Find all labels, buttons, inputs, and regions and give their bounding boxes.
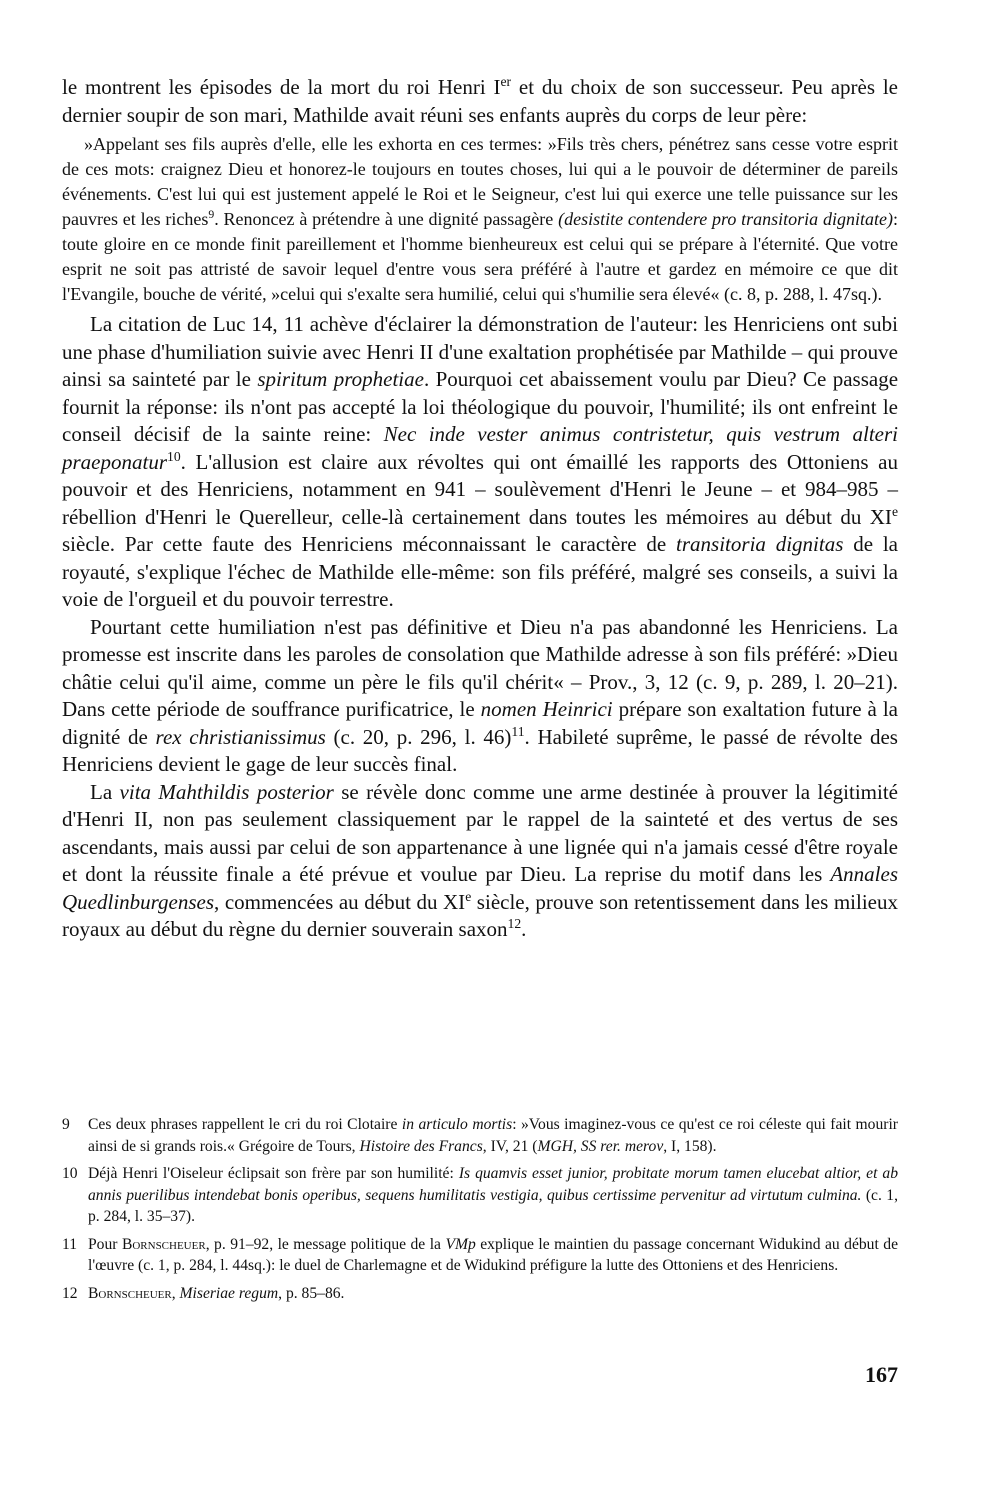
- footnote-ref-11[interactable]: 11: [511, 723, 525, 739]
- footnote-number: 12: [62, 1284, 78, 1302]
- paragraph: La vita Mahthildis posterior se révèle donc comme une arme destinée à prouver la légitimité d'Henri II, non pas seulement classiquement par le rappel de la sainteté et des vertus de ses ascendants, mais aussi par celui de son appartenance à une lignée qui n'a jamais cessé d'être royale et dont la réussite finale a été prévue et voulue par Dieu. La reprise du motif dans les Annales Quedlinburgenses, commencées au début du XIe siècle, prouve son retentissement dans les milieux royaux au début du règne du dernier souverain saxon$^{12}$.: [62, 779, 898, 941]
- footnote-10: [62, 1163, 898, 1228]
- superscript: e: [465, 888, 472, 904]
- main-text: [62, 74, 898, 944]
- footnote-text: Bornscheuer, Miseriae regum, p. 85–86.: [88, 1284, 345, 1302]
- footnote-11: [62, 1234, 898, 1277]
- superscript: er: [500, 74, 512, 89]
- footnote-9: [62, 1114, 898, 1157]
- footnote-text: Déjà Henri l'Oiseleur éclipsait son frère par son humilité: Is quamvis esset junior, probitate morum tamen elucebat altior, et ab annis puerilibus intendebat bonis operibus, sequens humilitatis vestigia, quibus certissime pervenitur ad virtutum culmina. (c. 1, p. 284, l. 35–37).: [88, 1165, 899, 1225]
- footnote-text: Ces deux phrases rappellent le cri du roi Clotaire in articulo mortis: »Vous imaginez-vous ce qu'est ce roi céleste qui fait mourir ainsi de si grands rois.« Grégoire de Tours, Histoire des Francs, IV, 21 (MGH, SS rer. merov, I, 158).: [88, 1116, 898, 1155]
- footnote-number: 9: [62, 1116, 70, 1133]
- footnote-text: Pour Bornscheuer, p. 91–92, le message politique de la VMp explique le maintien du passage concernant Widukind au début de l'œuvre (c. 1, p. 284, l. 44sq.): le duel de Charlemagne et de Widukind préfigure la lutte des Ottoniens et des Henriciens.: [88, 1235, 899, 1274]
- block-quote: »Appelant ses fils auprès d'elle, elle les exhorta en ces termes: »Fils très chers, pénétrez sans cesse votre esprit de ces mots: craignez Dieu et honorez-le toujours en toutes choses, lui qui a le pouvoir de déterminer de pareils événements. C'est lui qui est justement appelé le Roi et le Seigneur, c'est lui qui exerce une telle puissance sur les pauvres et les riches$^9$. Renoncez à prétendre à une dignité passagère (desistite contendere pro transitoria dignitate): toute gloire en ce monde finit pareillement et l'homme bienheureux est celui qui se prépare à l'éternité. Que votre esprit ne soit pas attristé de savoir lequel d'entre vous sera préféré à l'autre et gardez en mémoire ce que dit l'Evangile, bouche de vérité, »celui qui s'exalte sera humilié, celui qui s'humilie sera élevé« (c. 8, p. 288, l. 47sq.).: [62, 134, 898, 304]
- paragraph: La citation de Luc 14, 11 achève d'éclairer la démonstration de l'auteur: les Henriciens ont subi une phase d'humiliation suivie avec Henri II d'une exaltation prophétisée par Mathilde – qui prouve ainsi sa sainteté par le spiritum prophetiae. Pourquoi cet abaissement voulu par Dieu? Ce passage fournit la réponse: ils n'ont pas accepté la loi théologique du pouvoir, l'humilité; ils ont enfreint le conseil décisif de la sainte reine: Nec inde vester animus contristetur, quis vestrum alteri praeponatur$^{10}$. L'allusion est claire aux révoltes qui ont émaillé les rapports des Ottoniens au pouvoir et des Henriciens, notamment en 941 – soulèvement d'Henri le Jeune – et 984–985 – rébellion d'Henri le Querelleur, celle-là certainement dans toutes les mémoires au début du XIe siècle. Par cette faute des Henriciens méconnaissant le caractère de transitoria dignitas de la royauté, s'explique l'échec de Mathilde elle-même: son fils préféré, malgré ses conseils, a suivi la voie de l'orgueil et du pouvoir terrestre.: [62, 312, 899, 611]
- footnote-ref-10[interactable]: 10: [167, 448, 181, 464]
- paragraph: Pourtant cette humiliation n'est pas définitive et Dieu n'a pas abandonné les Henriciens. La promesse est inscrite dans les paroles de consolation que Mathilde adresse à son fils préféré: »Dieu châtie celui qu'il aime, comme un père le fils qu'il chérit« – Prov., 3, 12 (c. 9, p. 289, l. 20–21). Dans cette période de souffrance purificatrice, le nomen Heinrici prépare son exaltation future à la dignité de rex christianissimus (c. 20, p. 296, l. 46)$^{11}$. Habileté suprême, le passé de révolte des Henriciens devient le gage de leur succès final.: [62, 614, 898, 776]
- footnote-ref-9[interactable]: 9: [208, 208, 215, 221]
- footnote-12: [62, 1283, 898, 1305]
- author-name: Bornscheuer: [121, 1235, 206, 1253]
- author-name: Bornscheuer: [88, 1284, 172, 1302]
- footnotes: [62, 1114, 898, 1310]
- superscript: e: [891, 503, 898, 519]
- paragraph: le montrent les épisodes de la mort du roi Henri Ier et du choix de son successeur. Peu après le dernier soupir de son mari, Mathilde avait réuni ses enfants auprès du corps de leur père:: [62, 74, 898, 127]
- footnote-number: 11: [62, 1235, 78, 1253]
- footnote-number: 10: [62, 1165, 78, 1182]
- page-number: 167: [865, 1362, 898, 1387]
- footnote-ref-12[interactable]: 12: [507, 916, 522, 931]
